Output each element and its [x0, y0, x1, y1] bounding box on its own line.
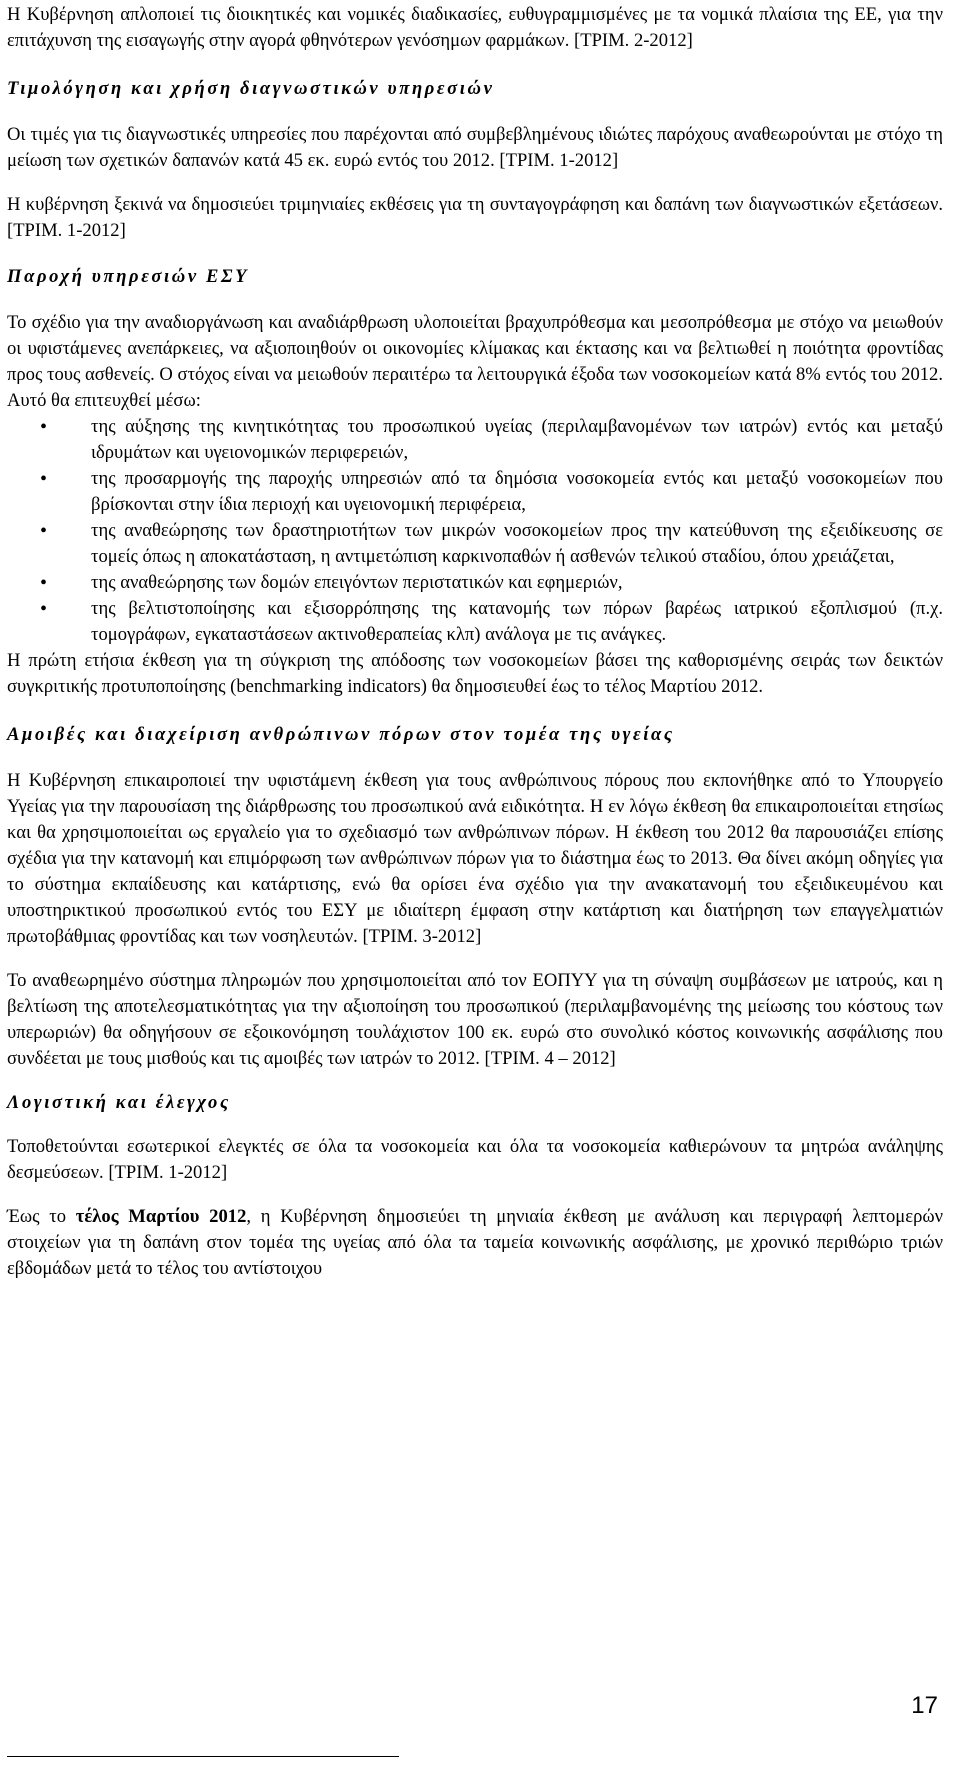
bullet-item: • της αύξησης της κινητικότητας του προσωπικού υγείας (περιλαμβανομένων των ιατρών) εντός και μεταξύ ιδρυμάτων και υγειονομικών περιφερειών, — [7, 414, 943, 466]
heading-hr-management: Αμοιβές και διαχείριση ανθρώπινων πόρων στον τομέα της υγείας — [7, 724, 675, 745]
quarter-reference: [ΤΡΙΜ. 3-2012] — [362, 926, 482, 947]
paragraph-internal-auditors: Τοποθετούνται εσωτερικοί ελεγκτές σε όλα τα νοσοκομεία και όλα τα νοσοκομεία καθιερώνουν τα μητρώα ανάληψης δεσμεύσεων. [ΤΡΙΜ. 1-2012] — [7, 1136, 943, 1183]
paragraph-hr-report: Η Κυβέρνηση επικαιροποιεί την υφιστάμενη έκθεση για τους ανθρώπινους πόρους που εκπονήθηκε από το Υπουργείο Υγείας για την παρουσίαση της διάρθρωσης του προσωπικού ανά ειδικότητα. Η εν λόγω έκθεση θα επικαιροποιείται ετησίως και θα χρησιμοποιείται ως εργαλείο για το σχεδιασμό των ανθρώπινων πόρων. Η έκθεση του 2012 θα παρουσιάζει επίσης σχέδια για την κατανομή και επιμόρφωση των ανθρώπινων πόρων για το διάστημα έως το 2013. Θα δίνει ακόμη οδηγίες για το σύστημα εκπαίδευσης και κατάρτισης, ενώ θα ορίσει ένα σχέδιο για την ανακατανομή του εξειδικευμένου και υποστηρικτικού προσωπικού εντός του ΕΣΥ με ιδιαίτερη έμφαση στην κατάρτιση και διατήρηση των επαγγελματιών πρωτοβάθμιας φροντίδας και των νοσηλευτών. [ΤΡΙΜ. 3-2012] — [7, 770, 943, 947]
bullet-list — [7, 414, 943, 648]
paragraph-reorganisation: Το σχέδιο για την αναδιοργάνωση και αναδιάρθρωση υλοποιείται βραχυπρόθεσμα και μεσοπρόθεσμα με στόχο να μειωθούν οι υφιστάμενες ανεπάρκειες, να αξιοποιηθούν οι οικονομίες κλίμακας και έκτασης και να βελτιωθεί η ποιότητα φροντίδας προς τους ασθενείς. Ο στόχος είναι να μειωθούν περαιτέρω τα λειτουργικά έξοδα των νοσοκομείων κατά 8% εντός του 2012. Αυτό θα επιτευχθεί μέσω: — [7, 312, 943, 411]
quarter-reference: [ΤΡΙΜ. 4 – 2012] — [484, 1048, 616, 1069]
heading-accounting: Λογιστική και έλεγχος — [7, 1092, 231, 1113]
quarter-reference: [ΤΡΙΜ. 1-2012] — [7, 220, 126, 241]
heading-esy-services: Παροχή υπηρεσιών ΕΣΥ — [7, 266, 250, 287]
paragraph-generic-drugs: Η Κυβέρνηση απλοποιεί τις διοικητικές και νομικές διαδικασίες, ευθυγραμμισμένες με τα νομικά πλαίσια της ΕΕ, για την επιτάχυνση της εισαγωγής στην αγορά φθηνότερων γενόσημων φαρμάκων. [ΤΡΙΜ. 2-2012] — [7, 4, 943, 51]
quarter-reference: [ΤΡΙΜ. 2-2012] — [574, 30, 693, 51]
paragraph-monthly-report: Έως το τέλος Μαρτίου 2012, η Κυβέρνηση δημοσιεύει τη μηνιαία έκθεση με ανάλυση και περιγραφή λεπτομερών στοιχείων για τη δαπάνη στον τομέα της υγείας από όλα τα ταμεία κοινωνικής ασφάλισης, με χρονικό περιθώριο τριών εβδομάδων μετά το τέλος του αντίστοιχου — [7, 1206, 944, 1279]
paragraph-benchmarking: Η πρώτη ετήσια έκθεση για τη σύγκριση της απόδοσης των νοσοκομείων βάσει της καθορισμένης σειράς των δεικτών συγκριτικής προτυποποίησης (benchmarking indicators) θα δημοσιευθεί έως το τέλος Μαρτίου 2012. — [7, 650, 943, 697]
quarter-reference: [ΤΡΙΜ. 1-2012] — [108, 1162, 228, 1183]
deadline-date: τέλος Μαρτίου 2012 — [75, 1206, 247, 1227]
paragraph-quarterly-reports: Η κυβέρνηση ξεκινά να δημοσιεύει τριμηνιαίες εκθέσεις για τη συνταγογράφηση και δαπάνη των διαγνωστικών εξετάσεων. [ΤΡΙΜ. 1-2012] — [7, 194, 943, 241]
paragraph-diagnostic-prices: Οι τιμές για τις διαγνωστικές υπηρεσίες που παρέχονται από συμβεβλημένους ιδιώτες παρόχους αναθεωρούνται με στόχο τη μείωση των σχετικών δαπανών κατά 45 εκ. ευρώ εντός του 2012. [ΤΡΙΜ. 1-2012] — [7, 124, 943, 171]
heading-diagnostic-pricing: Τιμολόγηση και χρήση διαγνωστικών υπηρεσιών — [7, 78, 495, 99]
footnote-divider — [7, 1756, 399, 1757]
page-number: 17 — [911, 1692, 938, 1719]
bullet-item: • της βελτιστοποίησης και εξισορρόπησης της κατανομής των πόρων βαρέως ιατρικού εξοπλισμού (π.χ. τομογράφων, εγκαταστάσεων ακτινοθεραπείας κλπ) ανάλογα με τις ανάγκες. — [7, 596, 943, 648]
paragraph-payment-system: Το αναθεωρημένο σύστημα πληρωμών που χρησιμοποιείται από τον ΕΟΠΥΥ για τη σύναψη συμβάσεων με ιατρούς, και η βελτίωση της αποτελεσματικότητας για την αξιοποίηση του προσωπικού (περιλαμβανομένης της μείωσης του κόστους των υπερωριών) θα οδηγήσουν σε εξοικονόμηση τουλάχιστον 100 εκ. ευρώ στο συνολικό κόστος κοινωνικής ασφάλισης που συνδέεται με τους μισθούς και τις αμοιβές των ιατρών το 2012. [ΤΡΙΜ. 4 – 2012] — [7, 970, 943, 1069]
document-page — [7, 2, 943, 1282]
quarter-reference: [ΤΡΙΜ. 1-2012] — [499, 150, 619, 171]
bullet-item: • της αναθεώρησης των δομών επειγόντων περιστατικών και εφημεριών, — [7, 570, 943, 596]
bullet-item: • της προσαρμογής της παροχής υπηρεσιών από τα δημόσια νοσοκομεία εντός και μεταξύ νοσοκομείων που βρίσκονται στην ίδια περιοχή και υγειονομική περιφέρεια, — [7, 466, 943, 518]
bullet-item: • της αναθεώρησης των δραστηριοτήτων των μικρών νοσοκομείων προς την κατεύθυνση της εξειδίκευσης σε τομείς όπως η αποκατάσταση, η αντιμετώπιση καρκινοπαθών ή ασθενών τελικού σταδίου, όπου χρειάζεται, — [7, 518, 943, 570]
